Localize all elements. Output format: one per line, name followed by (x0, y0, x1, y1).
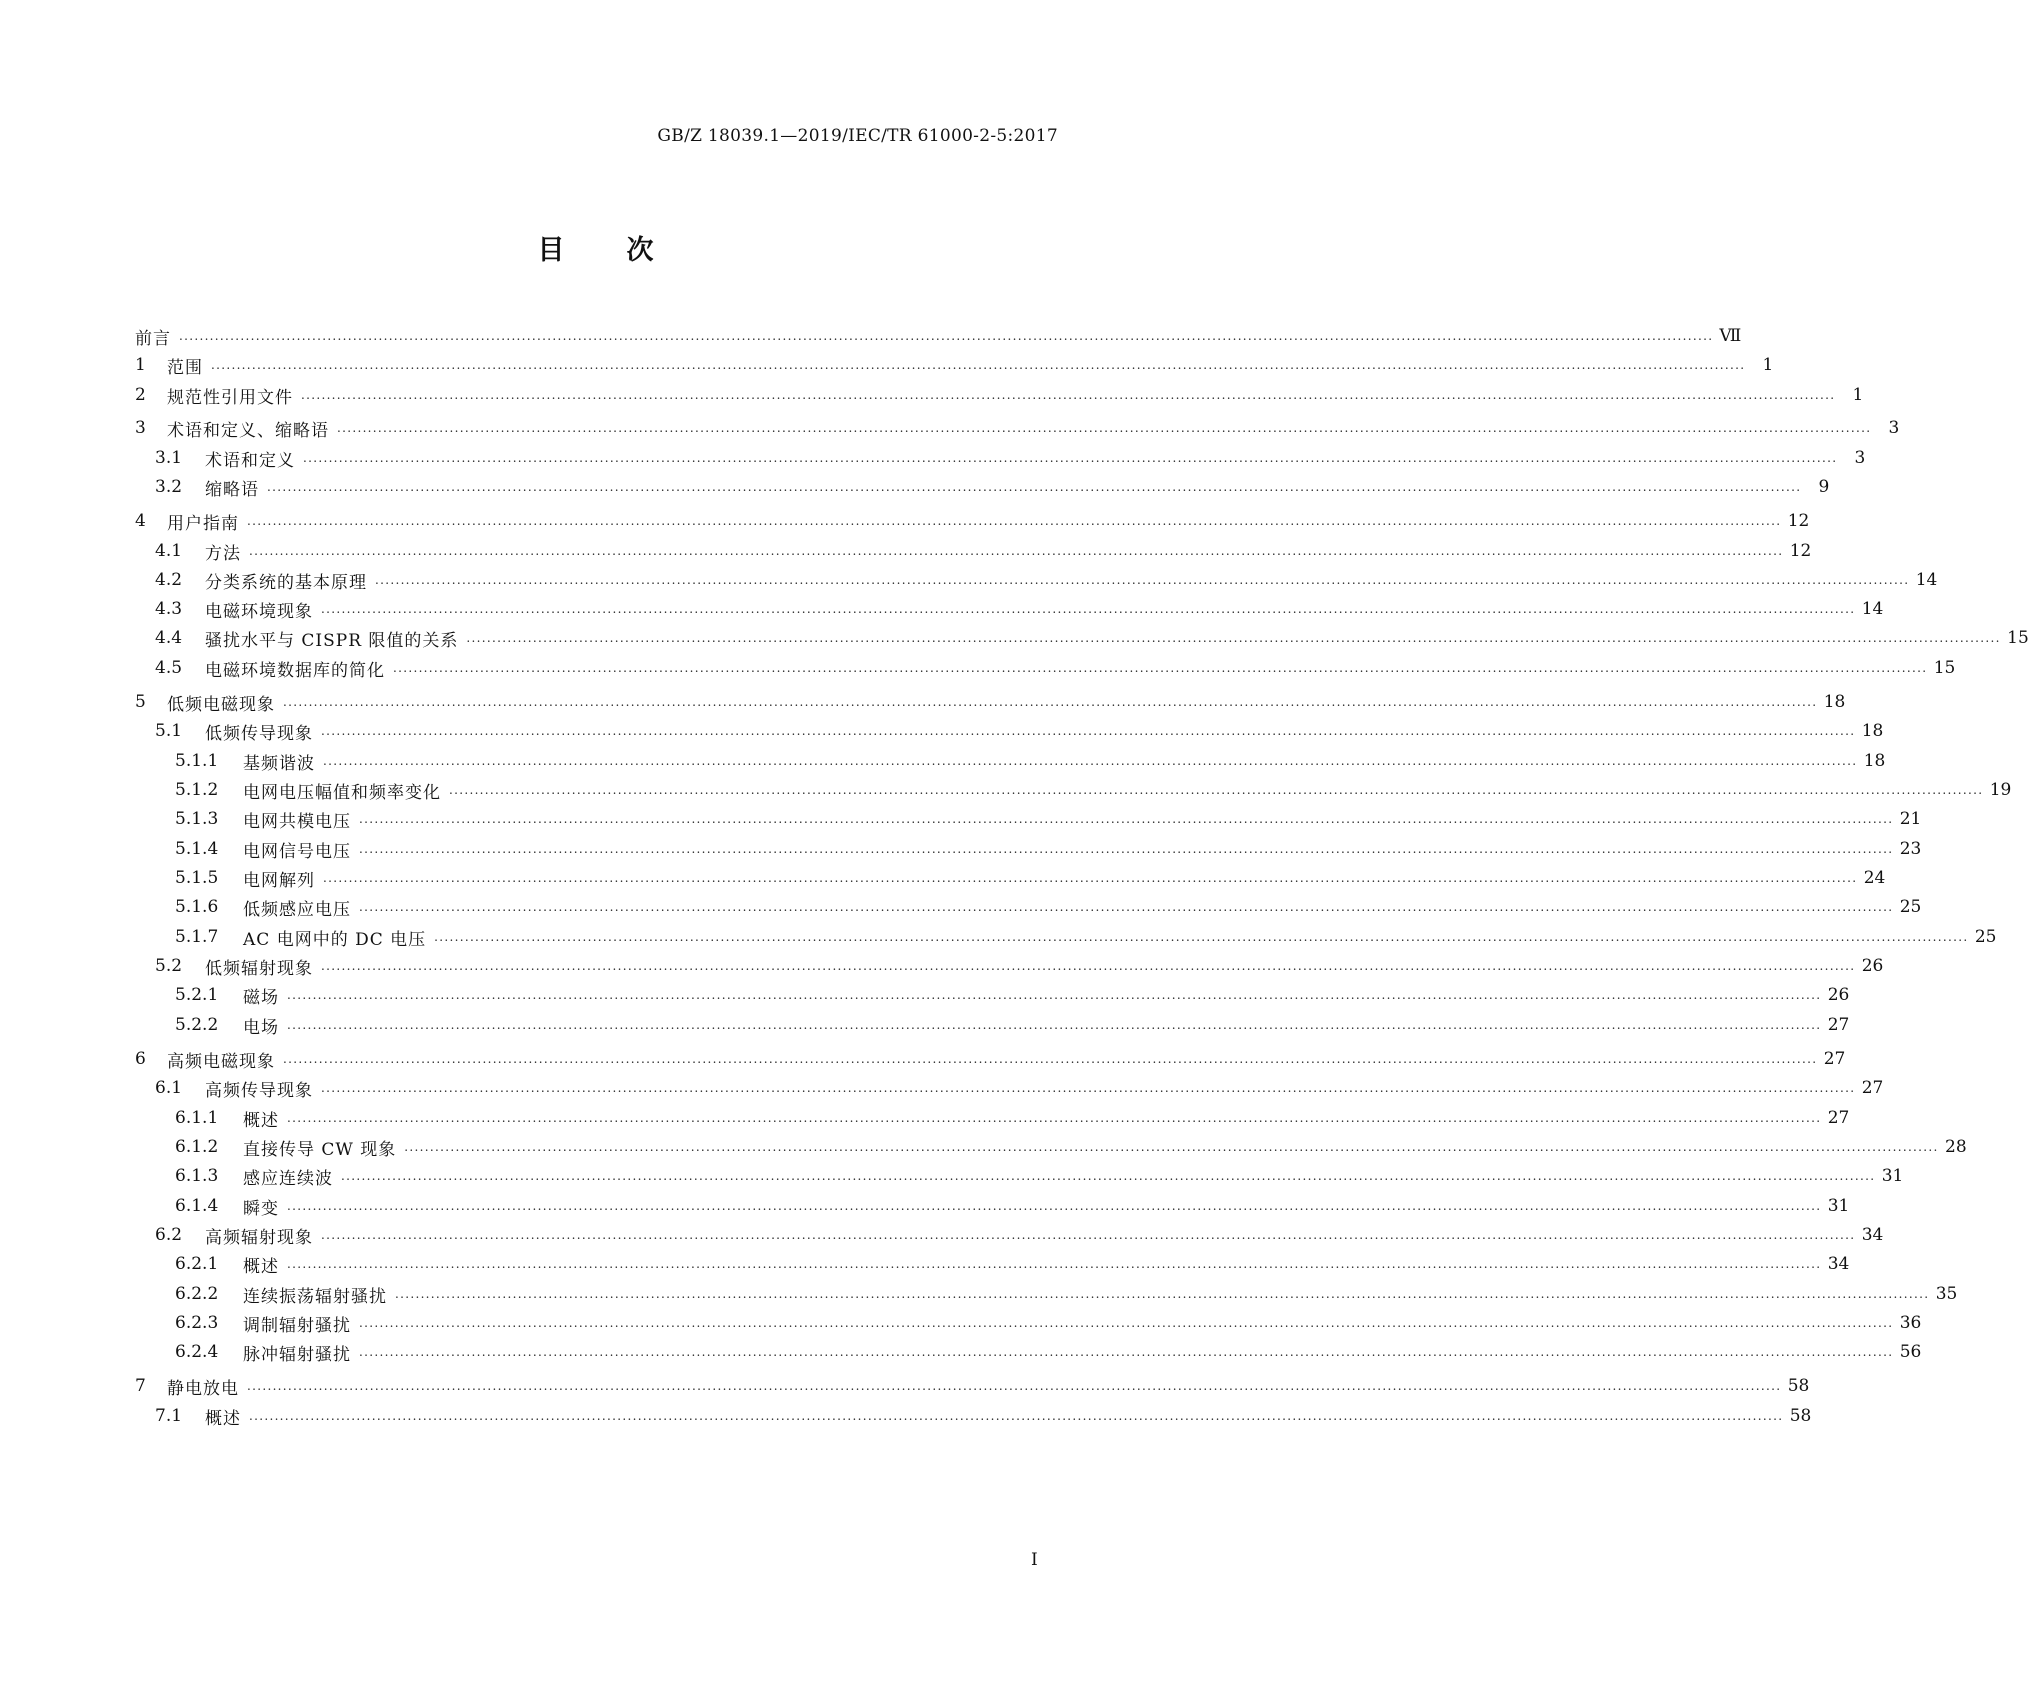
toc-entry-label: 脉冲辐射骚扰 (243, 1344, 351, 1365)
toc-entry[interactable] (135, 837, 1922, 862)
toc-leader-dots: ............................................................................................................................................................................................................................................................................................................ (337, 421, 1872, 435)
toc-entry-page: 24 (1863, 868, 1886, 888)
toc-entry-page: 12 (1789, 541, 1812, 561)
toc-entry-label: 电网共模电压 (243, 811, 351, 832)
toc-entry-label: 低频传导现象 (205, 723, 313, 744)
toc-entry-label: 规范性引用文件 (167, 387, 293, 408)
toc-leader-dots: ............................................................................................................................................................................................................................................................................................................ (395, 1287, 1930, 1301)
toc-entry-page: 36 (1899, 1313, 1922, 1333)
toc-entry-page: 35 (1935, 1284, 1958, 1304)
toc-entry-page: 26 (1827, 985, 1850, 1005)
toc-entry[interactable] (135, 475, 1830, 500)
toc-entry-label: 前言 (135, 328, 171, 349)
toc-entry[interactable] (135, 719, 1884, 744)
page-number: I (1031, 1550, 1038, 1570)
toc-entry-page: 34 (1827, 1254, 1850, 1274)
toc-entry[interactable] (135, 925, 1997, 950)
toc-entry[interactable] (135, 353, 1774, 378)
toc-entry-label: 瞬变 (243, 1198, 279, 1219)
toc-entry-label: 调制辐射骚扰 (243, 1315, 351, 1336)
toc-entry-number: 4.5 (155, 658, 183, 678)
toc-entry-number: 7.1 (155, 1406, 183, 1426)
toc-entry-number: 5.2.2 (175, 1015, 219, 1035)
toc-entry-label: 低频辐射现象 (205, 958, 313, 979)
toc-entry-number: 6.2.2 (175, 1284, 219, 1304)
toc-entry-number: 3.2 (155, 477, 183, 497)
toc-entry[interactable] (135, 866, 1886, 891)
toc-leader-dots: ............................................................................................................................................................................................................................................................................................................ (249, 544, 1784, 558)
toc-leader-dots: ............................................................................................................................................................................................................................................................................................................ (287, 1111, 1822, 1125)
toc-entry-label: 电网信号电压 (243, 841, 351, 862)
toc-leader-dots: ............................................................................................................................................................................................................................................................................................................ (283, 1052, 1818, 1066)
toc-entry[interactable] (135, 1374, 1810, 1399)
toc-entry-number: 6.2.3 (175, 1313, 219, 1333)
toc-entry-label: 基频谐波 (243, 753, 315, 774)
toc-leader-dots: ............................................................................................................................................................................................................................................................................................................ (359, 842, 1894, 856)
toc-entry-label: 用户指南 (167, 513, 239, 534)
toc-entry-label: 概述 (243, 1110, 279, 1131)
toc-leader-dots: ............................................................................................................................................................................................................................................................................................................ (359, 812, 1894, 826)
page-title: 目次 (537, 235, 716, 266)
toc-entry-page: 28 (1945, 1137, 1967, 1157)
toc-leader-dots: ............................................................................................................................................................................................................................................................................................................ (303, 451, 1838, 465)
toc-entry-page: 1 (1852, 385, 1864, 405)
toc-entry-page: 27 (1827, 1015, 1850, 1035)
toc-entry-page: 18 (1823, 692, 1846, 712)
toc-entry[interactable] (135, 539, 1812, 564)
toc-entry[interactable] (135, 1404, 1812, 1429)
toc-entry-label: 低频电磁现象 (167, 694, 275, 715)
toc-leader-dots: ............................................................................................................................................................................................................................................................................................................ (287, 1018, 1822, 1032)
toc-entry-page: 25 (1899, 897, 1922, 917)
toc-entry-label: 高频传导现象 (205, 1080, 313, 1101)
toc-entry-number: 1 (135, 355, 146, 375)
toc-entry-label: 缩略语 (205, 479, 259, 500)
toc-entry[interactable] (135, 954, 1884, 979)
toc-entry[interactable] (135, 1223, 1884, 1248)
toc-leader-dots: ............................................................................................................................................................................................................................................................................................................ (287, 988, 1822, 1002)
toc-entry-label: 范围 (167, 357, 203, 378)
toc-entry-page: 15 (1933, 658, 1956, 678)
toc-entry-number: 5.1 (155, 721, 183, 741)
toc-entry-page: 23 (1899, 839, 1922, 859)
toc-entry-number: 5.1.1 (175, 751, 219, 771)
toc-entry-page: 27 (1827, 1108, 1850, 1128)
toc-entry-page: 3 (1888, 418, 1900, 438)
toc-entry-number: 4.4 (155, 628, 183, 648)
toc-entry[interactable] (135, 568, 1938, 593)
toc-leader-dots: ............................................................................................................................................................................................................................................................................................................ (211, 358, 1746, 372)
toc-entry-page: 56 (1899, 1342, 1922, 1362)
toc-entry-label: 高频辐射现象 (205, 1227, 313, 1248)
toc-entry-label: 方法 (205, 543, 241, 564)
toc-entry-page: 18 (1861, 721, 1884, 741)
toc-entry[interactable] (135, 1282, 1958, 1307)
toc-entry-label: 骚扰水平与 CISPR 限值的关系 (205, 630, 459, 651)
toc-entry-label: 电磁环境数据库的简化 (205, 660, 385, 681)
toc-entry-number: 5.1.3 (175, 809, 219, 829)
toc-entry-number: 2 (135, 385, 146, 405)
toc-entry[interactable] (135, 749, 1886, 774)
toc-entry-number: 4.1 (155, 541, 183, 561)
toc-entry-number: 5.1.2 (175, 780, 219, 800)
toc-entry-page: 21 (1899, 809, 1922, 829)
toc-entry[interactable] (135, 626, 2029, 651)
toc-entry-number: 6.1.4 (175, 1196, 219, 1216)
toc-entry[interactable] (135, 778, 2012, 803)
toc-entry-number: 6.1.1 (175, 1108, 219, 1128)
toc-entry-page: 27 (1823, 1049, 1846, 1069)
toc-entry-label: 电场 (243, 1017, 279, 1038)
toc-entry-page: Ⅶ (1719, 326, 1742, 346)
toc-entry[interactable] (135, 1164, 1904, 1189)
toc-entry-page: 26 (1861, 956, 1884, 976)
toc-leader-dots: ............................................................................................................................................................................................................................................................................................................ (287, 1257, 1822, 1271)
toc-entry-page: 58 (1787, 1376, 1810, 1396)
toc-entry-label: 概述 (243, 1256, 279, 1277)
toc-entry-page: 34 (1861, 1225, 1884, 1245)
toc-entry-number: 6 (135, 1049, 146, 1069)
toc-leader-dots: ............................................................................................................................................................................................................................................................................................................ (321, 959, 1856, 973)
toc-entry[interactable] (135, 416, 1900, 441)
toc-leader-dots: ............................................................................................................................................................................................................................................................................................................ (301, 388, 1836, 402)
toc-entry-number: 3 (135, 418, 146, 438)
toc-entry-number: 4.3 (155, 599, 183, 619)
toc-entry-number: 6.1.3 (175, 1166, 219, 1186)
toc-entry[interactable] (135, 1135, 1967, 1160)
toc-entry-number: 6.1.2 (175, 1137, 219, 1157)
toc-entry-page: 14 (1861, 599, 1884, 619)
toc-leader-dots: ............................................................................................................................................................................................................................................................................................................ (321, 724, 1856, 738)
toc-leader-dots: ............................................................................................................................................................................................................................................................................................................ (323, 871, 1858, 885)
toc-entry[interactable] (135, 324, 1742, 349)
toc-entry-page: 19 (1989, 780, 2012, 800)
toc-entry[interactable] (135, 446, 1866, 471)
toc-entry[interactable] (135, 1106, 1850, 1131)
toc-entry-page: 31 (1827, 1196, 1850, 1216)
toc-leader-dots: ............................................................................................................................................................................................................................................................................................................ (267, 480, 1802, 494)
toc-entry[interactable] (135, 895, 1922, 920)
toc-entry-label: 概述 (205, 1408, 241, 1429)
toc-entry-page: 9 (1818, 477, 1830, 497)
toc-entry[interactable] (135, 983, 1850, 1008)
toc-entry-page: 3 (1854, 448, 1866, 468)
toc-entry-number: 4 (135, 511, 146, 531)
toc-entry[interactable] (135, 509, 1810, 534)
toc-entry[interactable] (135, 1047, 1846, 1072)
toc-leader-dots: ............................................................................................................................................................................................................................................................................................................ (321, 602, 1856, 616)
toc-entry-number: 5.1.6 (175, 897, 219, 917)
toc-entry-label: 磁场 (243, 987, 279, 1008)
toc-leader-dots: ............................................................................................................................................................................................................................................................................................................ (466, 631, 2001, 645)
toc-entry-number: 5.1.7 (175, 927, 219, 947)
toc-leader-dots: ............................................................................................................................................................................................................................................................................................................ (375, 573, 1910, 587)
toc-leader-dots: ............................................................................................................................................................................................................................................................................................................ (359, 900, 1894, 914)
toc-entry-label: 低频感应电压 (243, 899, 351, 920)
toc-entry[interactable] (135, 1194, 1850, 1219)
toc-entry-page: 14 (1915, 570, 1938, 590)
toc-leader-dots: ............................................................................................................................................................................................................................................................................................................ (247, 1379, 1782, 1393)
toc-entry-number: 7 (135, 1376, 146, 1396)
toc-entry-page: 18 (1863, 751, 1886, 771)
toc-entry-label: 电磁环境现象 (205, 601, 313, 622)
toc-entry-label: AC 电网中的 DC 电压 (243, 929, 427, 950)
toc-entry-number: 5.1.5 (175, 868, 219, 888)
toc-entry-number: 5.1.4 (175, 839, 219, 859)
toc-entry-label: 电网解列 (243, 870, 315, 891)
toc-entry-label: 高频电磁现象 (167, 1051, 275, 1072)
toc-entry-page: 25 (1974, 927, 1997, 947)
toc-leader-dots: ............................................................................................................................................................................................................................................................................................................ (287, 1199, 1822, 1213)
toc-entry-label: 术语和定义、缩略语 (167, 420, 329, 441)
toc-entry[interactable] (135, 807, 1922, 832)
toc-leader-dots: ............................................................................................................................................................................................................................................................................................................ (359, 1316, 1894, 1330)
toc-entry-label: 术语和定义 (205, 450, 295, 471)
toc-entry-page: 27 (1861, 1078, 1884, 1098)
toc-leader-dots: ............................................................................................................................................................................................................................................................................................................ (179, 329, 1714, 343)
toc-entry[interactable] (135, 656, 1956, 681)
toc-leader-dots: ............................................................................................................................................................................................................................................................................................................ (323, 754, 1858, 768)
toc-entry-label: 静电放电 (167, 1378, 239, 1399)
toc-leader-dots: ............................................................................................................................................................................................................................................................................................................ (321, 1081, 1856, 1095)
toc-entry[interactable] (135, 383, 1864, 408)
toc-leader-dots: ............................................................................................................................................................................................................................................................................................................ (449, 783, 1984, 797)
toc-leader-dots: ............................................................................................................................................................................................................................................................................................................ (393, 661, 1928, 675)
toc-entry[interactable] (135, 690, 1846, 715)
toc-entry-label: 连续振荡辐射骚扰 (243, 1286, 387, 1307)
toc-entry-number: 6.2.4 (175, 1342, 219, 1362)
toc-entry-number: 5.2.1 (175, 985, 219, 1005)
toc-leader-dots: ............................................................................................................................................................................................................................................................................................................ (341, 1169, 1876, 1183)
toc-entry-label: 感应连续波 (243, 1168, 333, 1189)
toc-entry-label: 直接传导 CW 现象 (243, 1139, 397, 1160)
toc-entry-label: 分类系统的基本原理 (205, 572, 367, 593)
toc-entry-page: 12 (1787, 511, 1810, 531)
toc-entry[interactable] (135, 1311, 1922, 1336)
toc-entry-page: 15 (2007, 628, 2029, 648)
toc-entry-number: 6.2.1 (175, 1254, 219, 1274)
toc-entry[interactable] (135, 597, 1884, 622)
document-standard-id: GB/Z 18039.1—2019/IEC/TR 61000-2-5:2017 (657, 126, 1058, 146)
toc-leader-dots: ............................................................................................................................................................................................................................................................................................................ (404, 1140, 1939, 1154)
toc-entry[interactable] (135, 1013, 1850, 1038)
toc-leader-dots: ............................................................................................................................................................................................................................................................................................................ (249, 1409, 1784, 1423)
toc-entry-number: 5.2 (155, 956, 183, 976)
toc-leader-dots: ............................................................................................................................................................................................................................................................................................................ (247, 514, 1782, 528)
toc-entry-number: 5 (135, 692, 146, 712)
toc-leader-dots: ............................................................................................................................................................................................................................................................................................................ (359, 1345, 1894, 1359)
toc-entry-page: 1 (1762, 355, 1774, 375)
toc-entry[interactable] (135, 1340, 1922, 1365)
toc-leader-dots: ............................................................................................................................................................................................................................................................................................................ (434, 930, 1969, 944)
toc-entry-number: 4.2 (155, 570, 183, 590)
toc-leader-dots: ............................................................................................................................................................................................................................................................................................................ (283, 695, 1818, 709)
toc-entry-label: 电网电压幅值和频率变化 (243, 782, 441, 803)
toc-entry-number: 3.1 (155, 448, 183, 468)
toc-leader-dots: ............................................................................................................................................................................................................................................................................................................ (321, 1228, 1856, 1242)
toc-entry-page: 58 (1789, 1406, 1812, 1426)
toc-entry[interactable] (135, 1076, 1884, 1101)
toc-entry[interactable] (135, 1252, 1850, 1277)
toc-entry-page: 31 (1881, 1166, 1904, 1186)
toc-entry-number: 6.1 (155, 1078, 183, 1098)
toc-entry-number: 6.2 (155, 1225, 183, 1245)
